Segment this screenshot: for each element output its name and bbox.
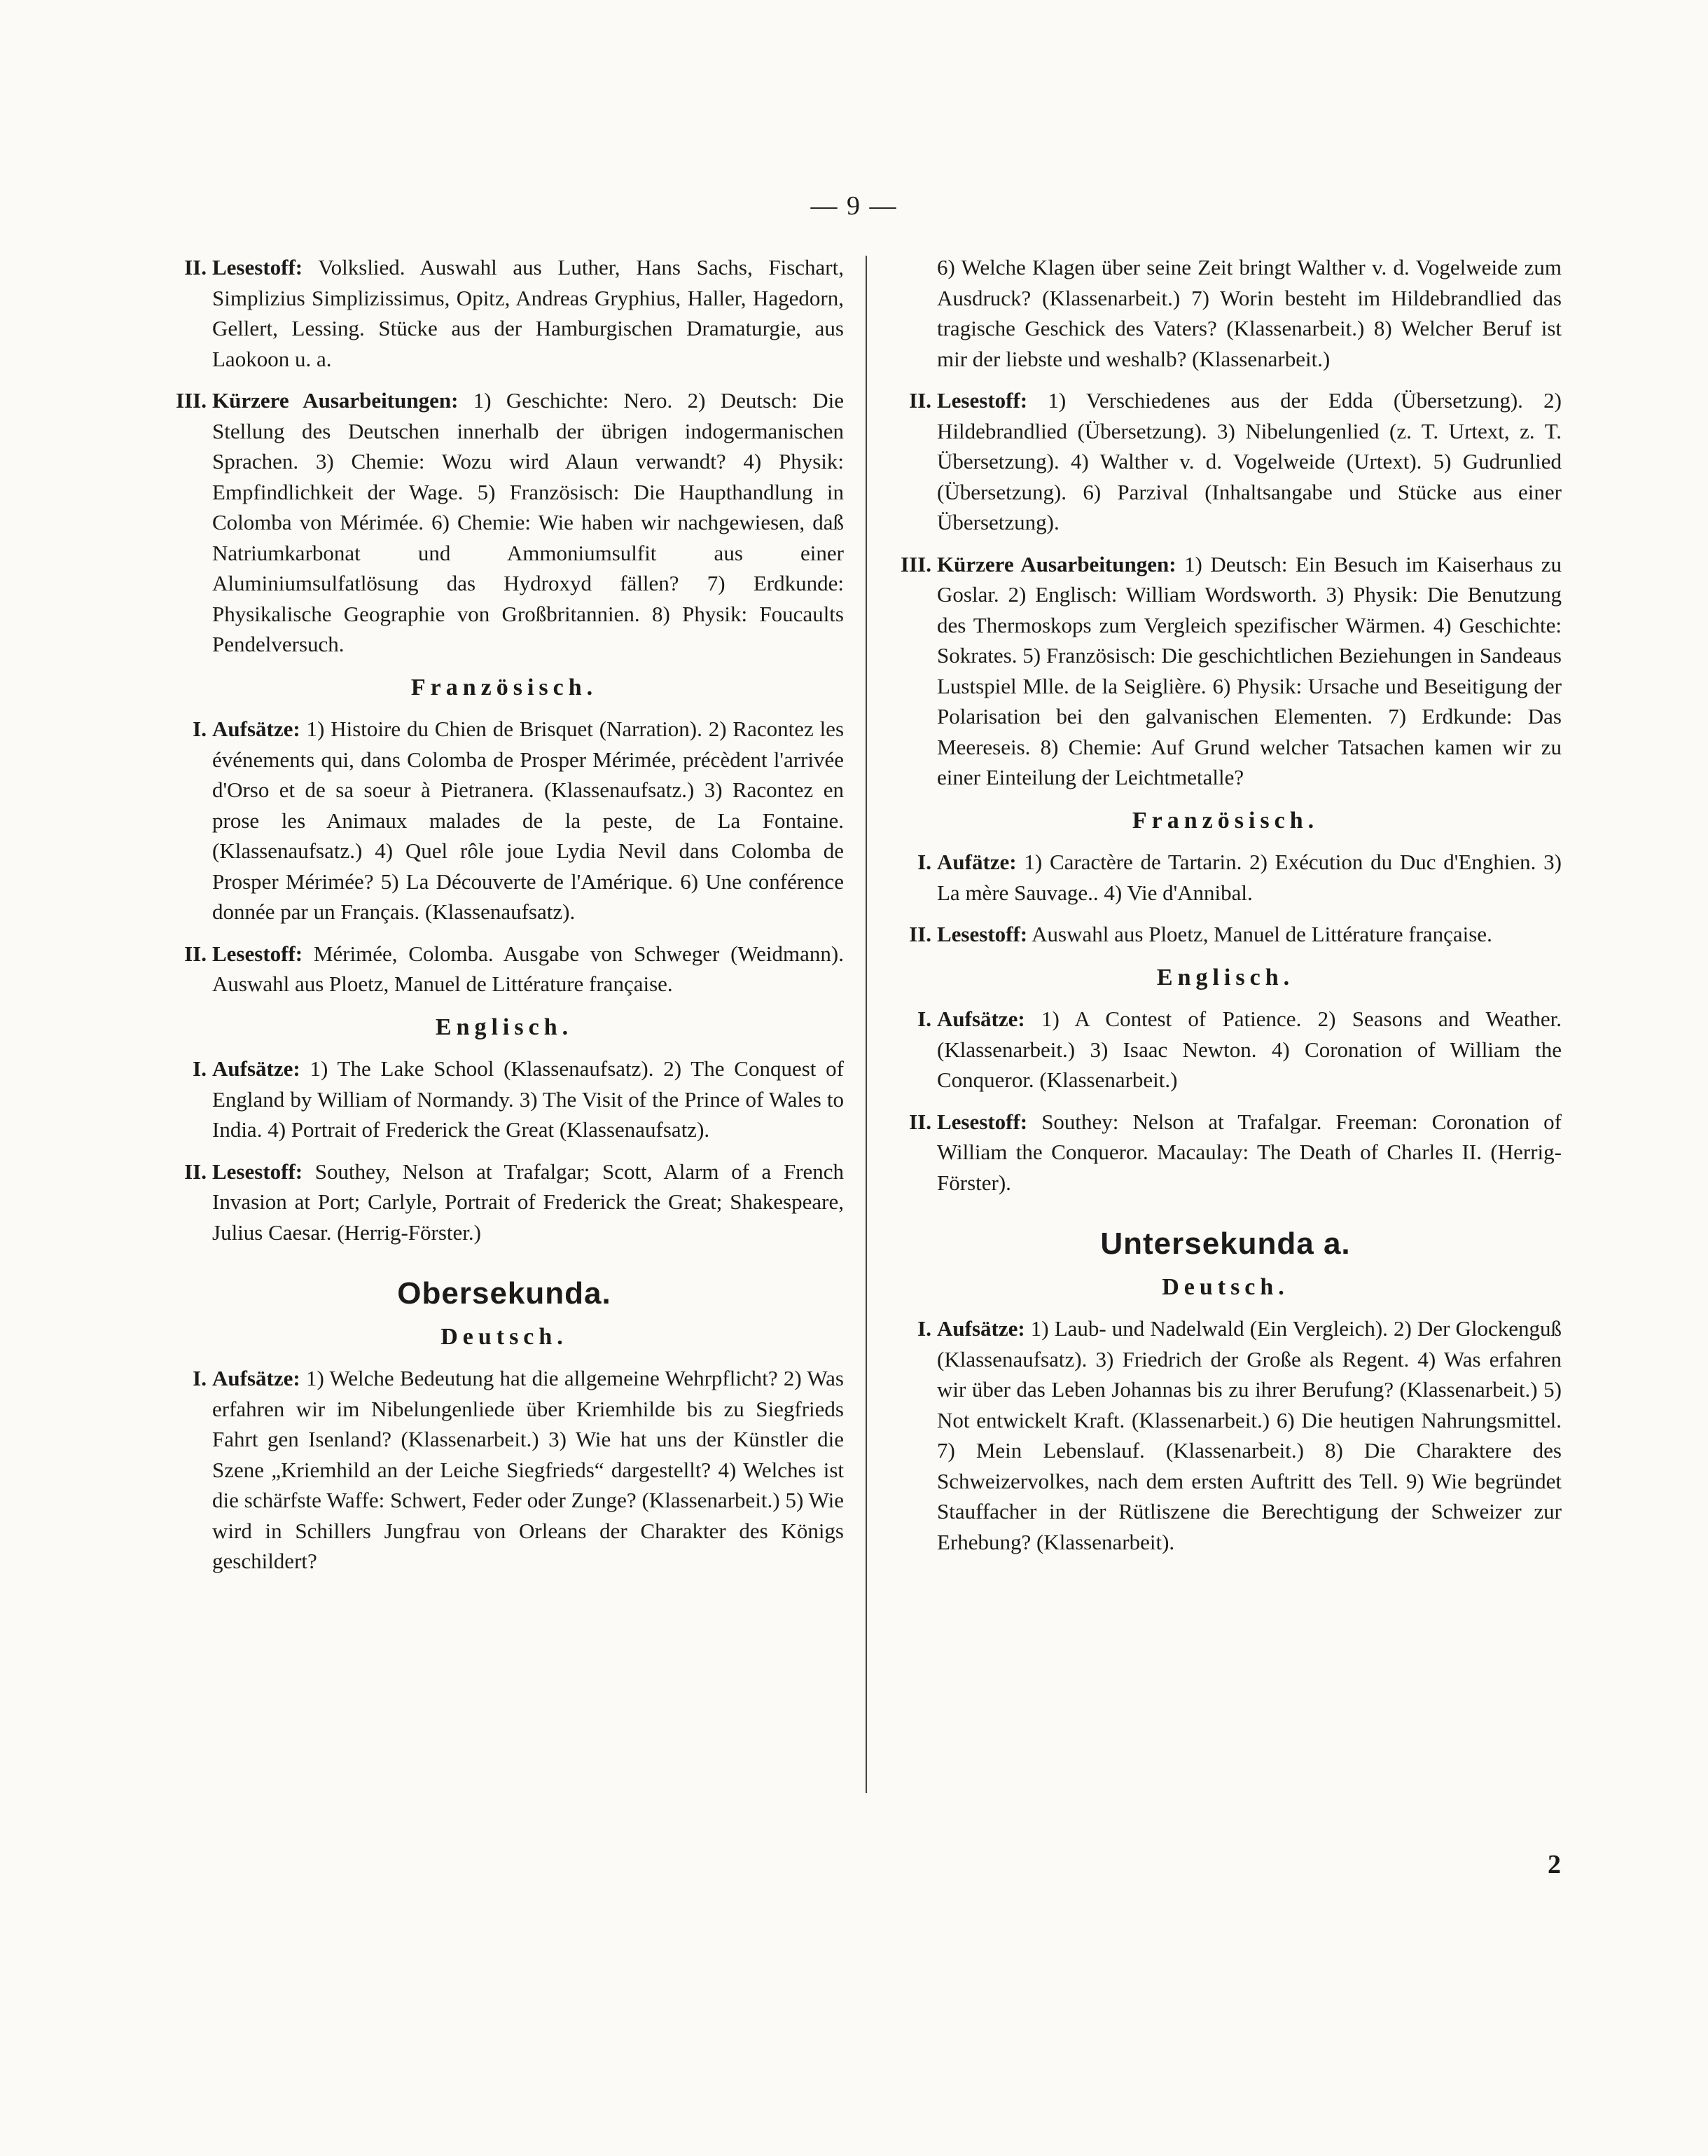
column-divider <box>866 256 867 1793</box>
entry-number: II. <box>909 922 931 946</box>
entry-label: Lesestoff: <box>212 941 303 966</box>
right-column <box>889 252 1562 1568</box>
entry-label: Aufsätze: <box>937 1316 1025 1341</box>
entry <box>889 1313 1562 1557</box>
entry-number: I. <box>917 850 931 874</box>
entry-text: 6) Welche Klagen über seine Zeit bringt Walther v. d. Vogelweide zum Ausdruck? (Klassenarbeit.) 7) Worin besteht im Hildebrandlied das tragische Geschick des Vaters? (Klassenarbeit.) 8) Welcher Beruf ist mir der liebste und weshalb? (Klassenarbeit.) <box>937 255 1562 371</box>
class-heading: Obersekunda. <box>397 1276 611 1311</box>
entry-text: Mérimée, Colomba. Ausgabe von Schweger (Weidmann). Auswahl aus Ploetz, Manuel de Littérature française. <box>212 941 844 996</box>
entry-text: 1) Caractère de Tartarin. 2) Exécution du Duc d'Enghien. 3) La mère Sauvage.. 4) Vie d'Annibal. <box>937 850 1562 905</box>
entry-label: Lesestoff: <box>937 388 1028 413</box>
entry-number: III. <box>176 388 207 413</box>
entry-number: I. <box>193 1056 207 1081</box>
entry <box>165 939 844 1000</box>
entry-number: II. <box>184 941 207 966</box>
section-heading: Englisch. <box>435 1014 574 1040</box>
entry-number: I. <box>917 1316 931 1341</box>
section-heading: Deutsch. <box>440 1323 568 1350</box>
entry-label: Lesestoff: <box>212 255 303 279</box>
entry <box>165 1156 844 1248</box>
entry-label: Kürzere Ausarbeitungen: <box>937 551 1176 576</box>
entry-text: 1) Laub- und Nadelwald (Ein Vergleich). 2) Der Glockenguß (Klassenaufsatz). 3) Friedrich der Große als Regent. 4) Was erfahren wir über das Leben Johannas bis zu ihrer Berufung? (Klassenarbeit.) 5) Not entwickelt Kraft. (Klassenarbeit.) 6) Die heutigen Nahrungsmittel. 7) Mein Lebenslauf. (Klassenarbeit.) 8) Die Charaktere des Schweizervolkes, nach dem ersten Auftritt des Tell. 9) Wie begründet Stauffacher in der Rütliszene die Berechtigung der Schweizer zur Erhebung? (Klassenarbeit). <box>937 1316 1562 1554</box>
left-column <box>165 252 844 1588</box>
entry <box>889 385 1562 538</box>
entry-number: I. <box>917 1007 931 1031</box>
entry <box>889 549 1562 793</box>
entry-label: Aufsätze: <box>937 1007 1025 1031</box>
section-heading: Englisch. <box>1156 964 1295 990</box>
entry-text: Southey: Nelson at Trafalgar. Freeman: Coronation of William the Conqueror. Macaulay: The Death of Charles II. (Herrig-Förster). <box>937 1109 1562 1195</box>
section-heading: Französisch. <box>410 674 598 700</box>
entry <box>889 847 1562 908</box>
entry-label: Aufätze: <box>937 850 1017 874</box>
entry <box>889 919 1562 950</box>
entry-label: Aufsätze: <box>212 1056 300 1081</box>
entry-number: II. <box>184 255 207 279</box>
entry-number: III. <box>901 551 931 576</box>
entry <box>165 714 844 927</box>
entry-text: Volkslied. Auswahl aus Luther, Hans Sachs, Fischart, Simplizius Simplizissimus, Opitz, Andreas Gryphius, Haller, Hagedorn, Gellert, Lessing. Stücke aus der Hamburgischen Dramaturgie, aus Laokoon u. a. <box>212 255 844 371</box>
entry-text: 1) A Contest of Patience. 2) Seasons and Weather. (Klassenarbeit.) 3) Isaac Newton. 4) Coronation of William the Conqueror. (Klassenarbeit.) <box>937 1007 1562 1092</box>
section-heading: Französisch. <box>1132 807 1319 834</box>
entry-label: Lesestoff: <box>212 1159 303 1184</box>
entry <box>165 1053 844 1145</box>
entry-label: Aufsätze: <box>212 717 300 741</box>
entry-text: 1) Welche Bedeutung hat die allgemeine Wehrpflicht? 2) Was erfahren wir im Nibelungenliede über Kriemhilde bis zu Siegfrieds Fahrt gen Isenland? (Klassenarbeit.) 3) Wie hat uns der Künstler die Szene „Kriemhild an der Leiche Siegfrieds“ dargestellt? 4) Welches ist die schärfste Waffe: Schwert, Feder oder Zunge? (Klassenarbeit.) 5) Wie wird in Schillers Jungfrau von Orleans der Charakter des Königs geschildert? <box>212 1366 844 1573</box>
entry <box>889 252 1562 374</box>
entry-number: II. <box>909 1109 931 1134</box>
entry-text: Southey, Nelson at Trafalgar; Scott, Alarm of a French Invasion at Port; Carlyle, Portrait of Frederick the Great; Shakespeare, Julius Caesar. (Herrig-Förster.) <box>212 1159 844 1245</box>
entry <box>889 1004 1562 1096</box>
class-heading: Untersekunda a. <box>1100 1226 1351 1261</box>
entry-text: 1) Deutsch: Ein Besuch im Kaiserhaus zu Goslar. 2) Englisch: William Wordsworth. 3) Physik: Die Benutzung des Thermoskops zum Vergleich spezifischer Wärmen. 4) Geschichte: Sokrates. 5) Französisch: Die geschichtlichen Beziehungen in Sandeaus Lustspiel Mlle. de la Seiglière. 6) Physik: Ursache und Beseitigung der Polarisation bei den galvanischen Elementen. 7) Erdkunde: Das Meereseis. 8) Chemie: Auf Grund welcher Tatsachen kamen wir zu einer Einteilung der Leichtmetalle? <box>937 551 1562 789</box>
entry-label: Lesestoff: <box>937 922 1028 946</box>
entry-text: Auswahl aus Ploetz, Manuel de Littérature française. <box>1032 922 1492 946</box>
entry-text: 1) The Lake School (Klassenaufsatz). 2) The Conquest of England by William of Normandy. 3) The Visit of the Prince of Wales to India. 4) Portrait of Frederick the Great (Klassenaufsatz). <box>212 1056 845 1142</box>
entry <box>165 252 844 374</box>
entry-number: II. <box>909 388 931 413</box>
entry-label: Kürzere Ausarbeitungen: <box>212 388 459 413</box>
entry-number: I. <box>193 1366 207 1390</box>
page-number: — 9 — <box>810 191 898 221</box>
entry-text: 1) Verschiedenes aus der Edda (Übersetzung). 2) Hildebrandlied (Übersetzung). 3) Nibelungenlied (z. T. Urtext, z. T. Übersetzung). 4) Walther v. d. Vogelweide (Urtext). 5) Gudrunlied (Übersetzung). 6) Parzival (Inhaltsangabe und Stücke aus einer Übersetzung). <box>937 388 1562 534</box>
entry-number: I. <box>193 717 207 741</box>
entry-text: 1) Geschichte: Nero. 2) Deutsch: Die Stellung des Deutschen innerhalb der übrigen indogermanischen Sprachen. 3) Chemie: Wozu wird Alaun verwandt? 4) Physik: Empfindlichkeit der Wage. 5) Französisch: Die Haupthandlung in Colomba von Mérimée. 6) Chemie: Wie haben wir nachgewiesen, daß Natriumkarbonat und Ammoniumsulfit aus einer Aluminiumsulfatlösung das Hydroxyd fällen? 7) Erdkunde: Physikalische Geographie von Großbritannien. 8) Physik: Foucaults Pendelversuch. <box>212 388 845 656</box>
entry <box>889 1107 1562 1198</box>
entry-number: II. <box>184 1159 207 1184</box>
entry-label: Lesestoff: <box>937 1109 1028 1134</box>
entry-text: 1) Histoire du Chien de Brisquet (Narration). 2) Racontez les événements qui, dans Colomba de Prosper Mérimée, précèdent l'arrivée d'Orso et de sa soeur à Pietranera. (Klassenaufsatz.) 3) Racontez en prose les Animaux malades de la peste, de La Fontaine. (Klassenaufsatz.) 4) Quel rôle joue Lydia Nevil dans Colomba de Prosper Mérimée? 5) La Découverte de l'Amérique. 6) Une conférence donnée par un Français. (Klassenaufsatz). <box>212 717 845 924</box>
section-heading: Deutsch. <box>1162 1273 1289 1300</box>
entry <box>165 1363 844 1577</box>
entry <box>165 385 844 660</box>
entry-label: Aufsätze: <box>212 1366 300 1390</box>
signature-mark: 2 <box>1548 1850 1561 1879</box>
